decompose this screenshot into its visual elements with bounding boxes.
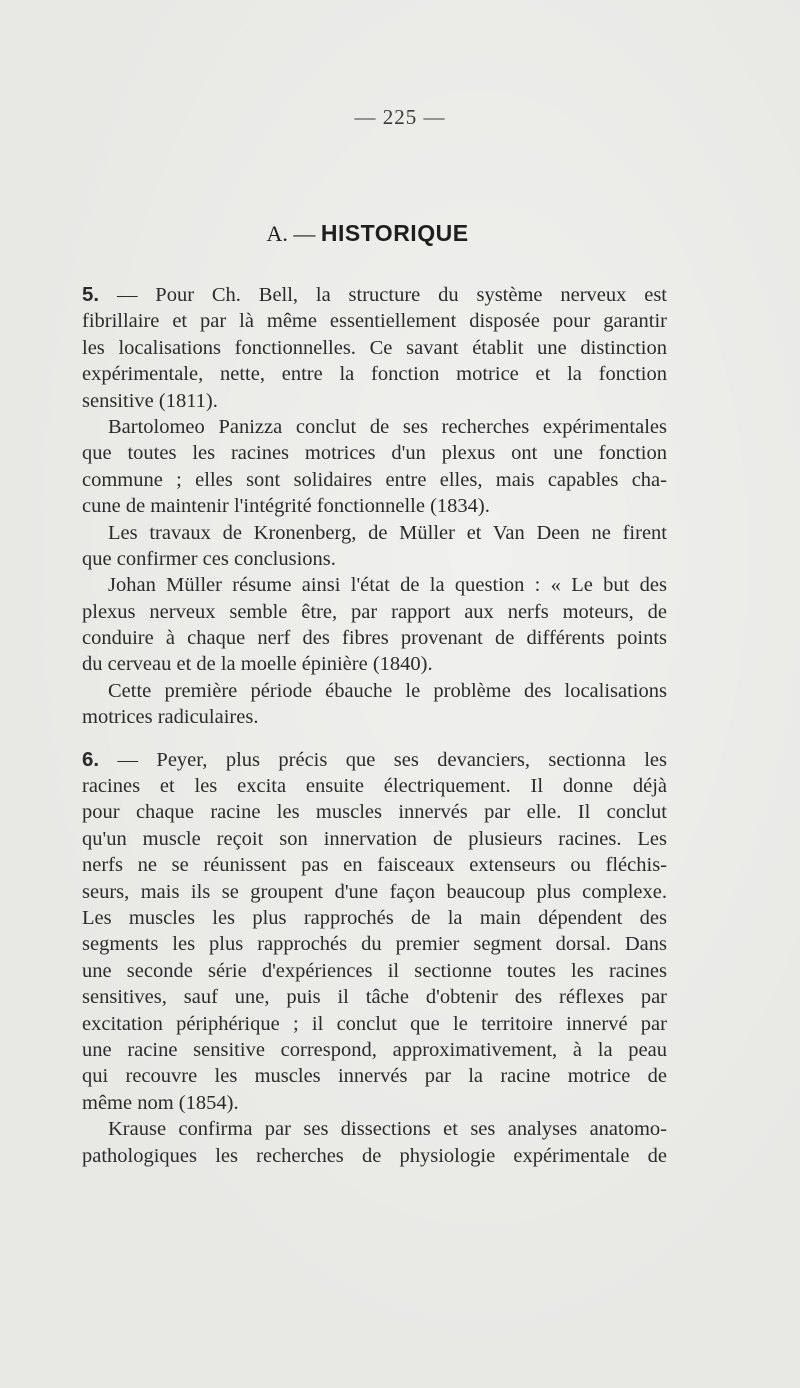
text-line: que toutes les racines motrices d'un plexus ont une fonction [82,442,667,465]
text-line: motrices radiculaires. [82,706,259,729]
text-line: Les travaux de Kronenberg, de Müller et Van Deen ne firent [108,521,667,544]
text-line: nerfs ne se réunissent pas en faisceaux extenseurs ou fléchis- [82,854,667,877]
text-line: plexus nerveux semble être, par rapport aux nerfs moteurs, de [82,600,667,623]
text-line: conduire à chaque nerf des fibres provenant de différents points [82,627,667,650]
heading-prefix: A. — [266,221,321,246]
text-line: racines et les excita ensuite électriquement. Il donne déjà [82,775,667,798]
text-line: du cerveau et de la moelle épinière (1840). [82,653,433,676]
text-line: sensitive (1811). [82,389,218,412]
paragraph [82,747,667,1116]
text-line: expérimentale, nette, entre la fonction motrice et la fonction [82,363,667,386]
text-line: que confirmer ces conclusions. [82,547,336,570]
text-line: 6. — Peyer, plus précis que ses devanciers, sectionna les [82,747,667,771]
text-line: excitation périphérique ; il conclut que le territoire innervé par [82,1012,667,1035]
section-number: 6. [82,747,100,771]
paragraph [82,414,667,520]
section-number: 5. [82,283,100,306]
text-line: pathologiques les recherches de physiologie expérimentale de [82,1144,667,1167]
page-number: — 225 — [354,105,446,129]
paragraph [82,282,667,414]
section-heading [0,220,735,247]
paragraph [82,678,667,731]
text-line: pour chaque racine les muscles innervés par elle. Il conclut [82,801,667,824]
text-line: qui recouvre les muscles innervés par la racine motrice de [82,1065,667,1088]
section-6 [82,747,667,1169]
text-line: qu'un muscle reçoit son innervation de plusieurs racines. Les [82,827,667,850]
text-line: Krause confirma par ses dissections et ses analyses anatomo- [108,1118,667,1141]
text-line: même nom (1854). [82,1091,239,1114]
text-line: Cette première période ébauche le problème des localisations [108,679,667,702]
paragraph [82,572,667,678]
text-line: commune ; elles sont solidaires entre elles, mais capables cha- [82,468,667,491]
section-5 [82,282,667,731]
heading-title: HISTORIQUE [320,220,469,246]
text-line: seurs, mais ils se groupent d'une façon beaucoup plus complexe. [82,880,667,903]
body-text [82,282,667,1169]
text-line: segments les plus rapprochés du premier segment dorsal. Dans [82,933,667,956]
section-gap [82,731,667,747]
text-line: Les muscles les plus rapprochés de la main dépendent des [82,906,667,929]
text-line: Johan Müller résume ainsi l'état de la question : « Le but des [108,574,667,597]
text-line: Bartolomeo Panizza conclut de ses recherches expérimentales [108,415,667,438]
text-line: les localisations fonctionnelles. Ce savant établit une distinction [82,336,667,359]
text-line: 5. — Pour Ch. Bell, la structure du système nerveux est [82,283,667,306]
text-line: une seconde série d'expériences il sectionne toutes les racines [82,959,667,982]
text-line: une racine sensitive correspond, approximativement, à la peau [82,1038,667,1061]
text-line: cune de maintenir l'intégrité fonctionnelle (1834). [82,495,490,518]
text-line: fibrillaire et par là même essentiellement disposée pour garantir [82,310,667,333]
text-line: sensitives, sauf une, puis il tâche d'obtenir des réflexes par [82,986,667,1009]
paragraph [82,1116,667,1169]
paragraph [82,520,667,573]
